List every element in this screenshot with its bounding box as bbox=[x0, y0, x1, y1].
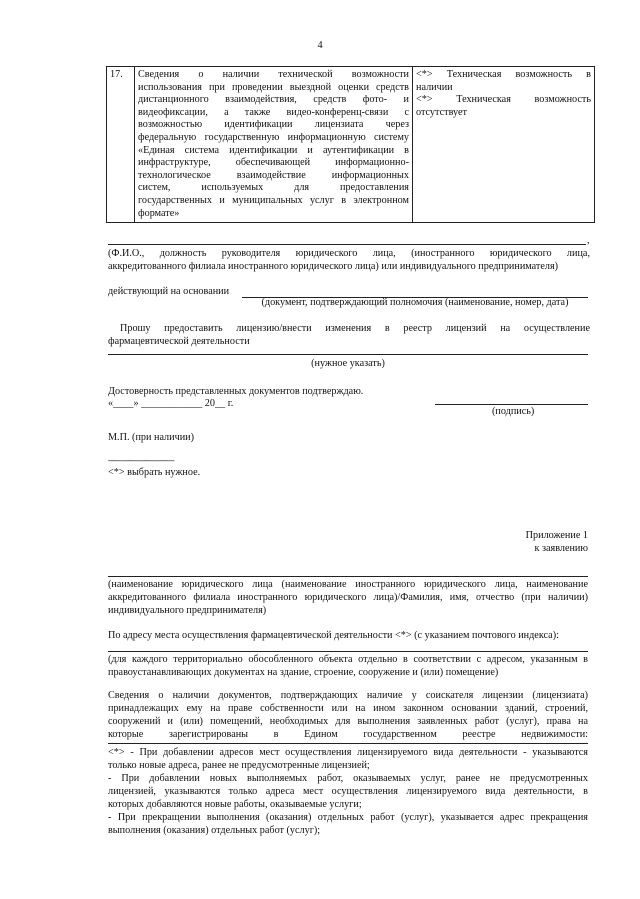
request-line-2: фармацевтической деятельности bbox=[108, 336, 250, 347]
address-caption-2: правоустанавливающих документах на здание, строение, сооружение и (или) помещение) bbox=[108, 667, 499, 678]
docs-line-4: которые зарегистрированы в Едином государственном реестре недвижимости: bbox=[108, 729, 588, 740]
note-3-line-2: выполнения (оказания) отдельных работ (услуг); bbox=[108, 825, 321, 836]
address-caption-1: (для каждого территориально обособленного объекта отдельно в соответствии с адресом, указанным в bbox=[108, 654, 588, 665]
page-number: 4 bbox=[317, 40, 323, 51]
docs-line[interactable] bbox=[108, 743, 588, 744]
address-label: По адресу места осуществления фармацевтической деятельности <*> (с указанием почтового индекса): bbox=[108, 630, 559, 641]
address-line[interactable] bbox=[108, 651, 588, 652]
fio-caption-2: аккредитованного филиала иностранного юридического лица) или индивидуального предпринимателя) bbox=[108, 261, 559, 272]
org-caption-1: (наименование юридического лица (наименование иностранного юридического лица, наименование bbox=[108, 579, 588, 590]
appendix-subtitle: к заявлению bbox=[534, 543, 588, 554]
org-caption-3: индивидуального предпринимателя) bbox=[108, 605, 267, 616]
document-caption: (документ, подтверждающий полномочия (наименование, номер, дата) bbox=[261, 297, 569, 308]
note-2-line-1: - При добавлении новых выполняемых работ, оказываемых услуг, ранее не предусмотренных bbox=[108, 773, 588, 784]
signature-line[interactable] bbox=[435, 404, 588, 405]
row-description: Сведения о наличии технической возможности использования при проведении выездной оценки средств дистанционного взаимодействия, средств фото- и видеофиксации, а также видео-конференц-связи с возможностью идентификации лицензиата через федеральную государственную информационную систему «Единая система идентификации и аутентификации в инфраструктуре, обеспечивающей информационно- технологическое взаимодействие информационных систем, используемых для предоставления государственных и муниципальных услуг в электронном формате» bbox=[135, 67, 413, 223]
table-row bbox=[107, 67, 595, 223]
specify-caption: (нужное указать) bbox=[311, 358, 385, 369]
fio-line[interactable] bbox=[108, 244, 586, 245]
org-caption-2: аккредитованного филиала иностранного юридического лица)/Фамилия, имя, отчество (при наличии) bbox=[108, 592, 588, 603]
note-1-line-2: только новые адреса, ранее не предусмотренные лицензией; bbox=[108, 760, 370, 771]
row-options[interactable]: <*> Техническая возможность в наличии <*> Техническая возможность отсутствует bbox=[413, 67, 595, 223]
date-field[interactable]: «____» ____________ 20__ г. bbox=[108, 398, 234, 409]
organization-line[interactable] bbox=[108, 576, 588, 577]
row-number: 17. bbox=[107, 67, 135, 223]
docs-line-1: Сведения о наличии документов, подтверждающих наличие у соискателя лицензии (лицензиата) bbox=[108, 690, 588, 701]
note-3-line-1: - При прекращении выполнения (оказания) отдельных работ (услуг), указывается адрес прекращения bbox=[108, 812, 588, 823]
footnote-text: <*> выбрать нужное. bbox=[108, 467, 201, 478]
appendix-title: Приложение 1 bbox=[525, 530, 588, 541]
docs-line-3: сооружений и (или) помещений, необходимых для выполнения заявленных работ (услуг), права на bbox=[108, 716, 588, 727]
footnote-rule: -------------------------------- bbox=[108, 456, 175, 465]
acting-label: действующий на основании bbox=[108, 286, 230, 297]
signature-caption: (подпись) bbox=[492, 406, 535, 417]
note-2-line-3: которых добавляются новые работы, оказываемые услуги; bbox=[108, 799, 362, 810]
docs-line-2: принадлежащих ему на праве собственности или на ином законном основании зданий, строений, bbox=[108, 703, 588, 714]
confirm-text: Достоверность представленных документов подтверждаю. bbox=[108, 386, 364, 397]
request-choice-line[interactable] bbox=[108, 354, 588, 355]
note-1-line-1: <*> - При добавлении адресов мест осуществления лицензируемого вида деятельности - указываются bbox=[108, 747, 588, 758]
option-unavailable[interactable]: <*> Техническая возможность bbox=[416, 94, 591, 106]
request-line-1: Прошу предоставить лицензию/внести изменения в реестр лицензий на осуществление bbox=[120, 323, 590, 334]
fio-caption-1: (Ф.И.О., должность руководителя юридического лица, (иностранного юридического лица, bbox=[108, 248, 590, 259]
option-available[interactable]: <*> Техническая возможность в bbox=[416, 69, 591, 80]
note-2-line-2: лицензией, указываются только адреса мест осуществления лицензируемого вида деятельности, в bbox=[108, 786, 588, 797]
stamp-label: М.П. (при наличии) bbox=[108, 432, 195, 443]
comma: , bbox=[587, 235, 590, 246]
requirements-table bbox=[106, 66, 595, 223]
